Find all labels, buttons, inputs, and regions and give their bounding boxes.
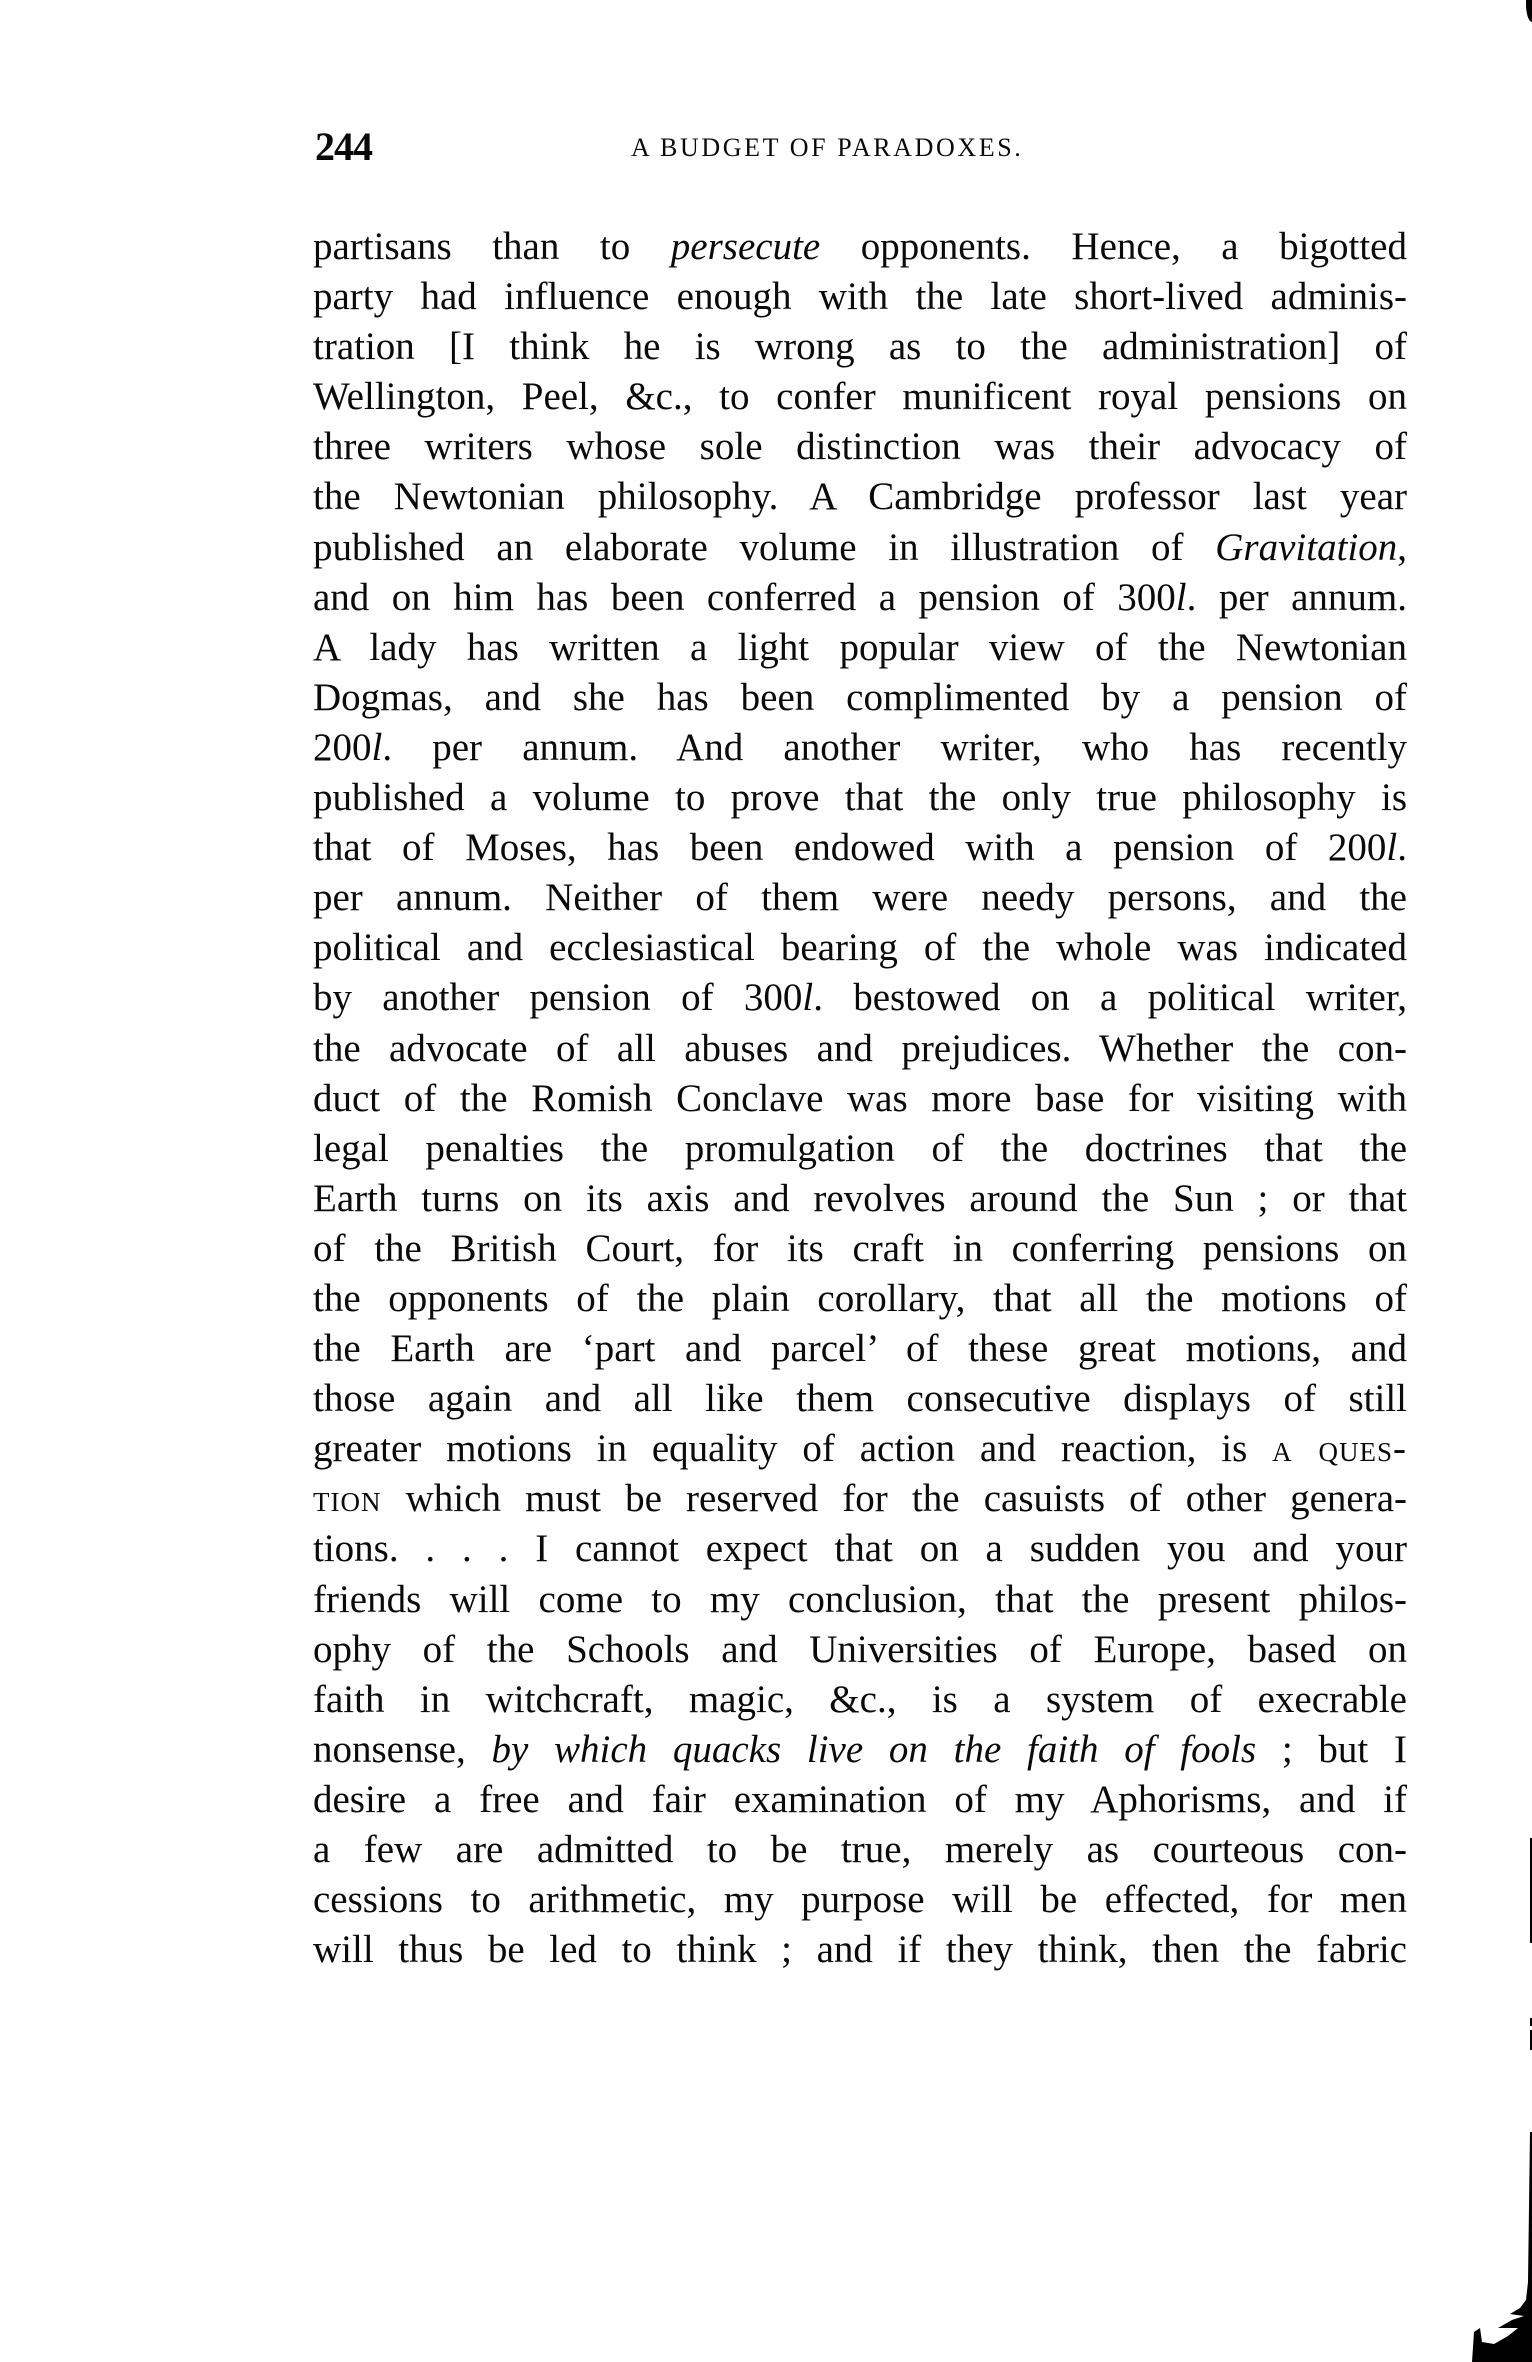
text-line (313, 272, 1407, 322)
text-line (313, 1524, 1407, 1574)
italic-text: by which quacks live on the faith of fools (491, 1727, 1257, 1771)
smallcaps-text: tion (313, 1477, 382, 1521)
text-line (313, 322, 1407, 372)
text-run: tions. . . . I cannot expect that on a sudden you and your (313, 1527, 1407, 1571)
text-run: cessions to arithmetic, my purpose will be effected, for men (313, 1878, 1407, 1922)
running-header (313, 122, 1407, 172)
italic-text: l (802, 976, 814, 1020)
text-line (313, 923, 1407, 973)
text-run: faith in witchcraft, magic, &c., is a system of execrable (313, 1677, 1407, 1721)
text-run: the Newtonian philosophy. A Cambridge professor last year (313, 475, 1407, 519)
text-run: ; but I (1256, 1727, 1407, 1771)
text-line (313, 773, 1407, 823)
text-run: tration [I think he is wrong as to the administration] of (313, 325, 1407, 369)
text-run: . bestowed on a political writer, (813, 976, 1407, 1020)
text-run: those again and all like them consecutive displays of still (313, 1377, 1407, 1421)
text-run: ophy of the Schools and Universities of Europe, based on (313, 1627, 1407, 1671)
text-line (313, 1024, 1407, 1074)
text-run: desire a free and fair examination of my Aphorisms, and if (313, 1777, 1407, 1821)
smallcaps-text: a ques- (1272, 1427, 1407, 1471)
text-run: A lady has written a light popular view of the Newtonian (313, 625, 1407, 669)
text-line (313, 472, 1407, 522)
text-line (313, 1374, 1407, 1424)
text-line (313, 1074, 1407, 1124)
text-run: opponents. Hence, a bigotted (820, 225, 1407, 268)
italic-text: persecute (670, 225, 821, 268)
text-line (313, 1925, 1407, 1975)
text-line (313, 623, 1407, 673)
text-run: three writers whose sole distinction was their advocacy of (313, 425, 1407, 469)
text-line (313, 1424, 1407, 1474)
text-line (313, 1625, 1407, 1675)
text-line (313, 1474, 1407, 1524)
text-line (313, 1274, 1407, 1324)
italic-text: l (1386, 826, 1398, 870)
text-run: , (1397, 525, 1407, 569)
text-run: party had influence enough with the late short-lived adminis- (313, 275, 1407, 319)
text-line (313, 873, 1407, 923)
text-run: duct of the Romish Conclave was more base for visiting with (313, 1076, 1407, 1120)
text-run: Wellington, Peel, &c., to confer munificent royal pensions on (313, 375, 1407, 419)
text-run: that of Moses, has been endowed with a pension of 200 (313, 826, 1387, 870)
text-line (313, 1124, 1407, 1174)
text-run: 200 (313, 725, 372, 769)
text-run: political and ecclesiastical bearing of the whole was indicated (313, 926, 1407, 970)
text-line (313, 372, 1407, 422)
text-run: . per annum. And another writer, who has recently (382, 725, 1407, 769)
text-line (313, 723, 1407, 773)
text-line (313, 973, 1407, 1023)
text-line (313, 1675, 1407, 1725)
text-run: which must be reserved for the casuists of other genera- (381, 1477, 1407, 1521)
scan-edge-artifact (1526, 0, 1532, 22)
text-run: the Earth are ‘part and parcel’ of these great motions, and (313, 1327, 1407, 1371)
text-run: partisans than to (313, 225, 671, 268)
text-run: friends will come to my conclusion, that the present philos- (313, 1577, 1407, 1621)
text-run: published an elaborate volume in illustration of (313, 525, 1216, 569)
text-line (313, 1825, 1407, 1875)
body-text (313, 222, 1407, 1975)
text-line (313, 222, 1407, 272)
text-run: of the British Court, for its craft in conferring pensions on (313, 1226, 1407, 1270)
text-line (313, 573, 1407, 623)
text-run: greater motions in equality of action and reaction, is (313, 1427, 1273, 1471)
running-title: A BUDGET OF PARADOXES. (631, 133, 1024, 162)
text-run: legal penalties the promulgation of the doctrines that the (313, 1126, 1407, 1170)
scan-edge-artifact (1472, 2132, 1532, 2362)
text-run: . (1397, 826, 1407, 870)
text-run: the advocate of all abuses and prejudices. Whether the con- (313, 1026, 1407, 1070)
text-run: the opponents of the plain corollary, that all the motions of (313, 1276, 1407, 1320)
text-run: a few are admitted to be true, merely as courteous con- (313, 1828, 1407, 1871)
text-line (313, 1324, 1407, 1374)
text-line (313, 422, 1407, 472)
italic-text: l (371, 725, 383, 769)
text-line (313, 1224, 1407, 1274)
text-run: by another pension of 300 (313, 976, 803, 1020)
text-run: Earth turns on its axis and revolves around the Sun ; or that (313, 1176, 1407, 1220)
text-line (313, 1775, 1407, 1825)
italic-text: Gravitation (1215, 525, 1398, 569)
text-line (313, 823, 1407, 873)
text-line (313, 673, 1407, 723)
text-line (313, 1725, 1407, 1775)
text-run: nonsense, (313, 1727, 492, 1771)
text-run: published a volume to prove that the only true philosophy is (313, 776, 1407, 820)
text-line (313, 1875, 1407, 1925)
text-run: . per annum. (1186, 575, 1407, 619)
text-run: and on him has been conferred a pension of 300 (313, 575, 1176, 619)
page-number: 244 (315, 124, 372, 169)
text-line (313, 1575, 1407, 1625)
text-run: per annum. Neither of them were needy persons, and the (313, 876, 1407, 920)
text-line (313, 523, 1407, 573)
text-line (313, 1174, 1407, 1224)
italic-text: l (1175, 575, 1187, 619)
text-run: Dogmas, and she has been complimented by a pension of (313, 675, 1407, 719)
text-run: will thus be led to think ; and if they think, then the fabric (313, 1928, 1407, 1972)
